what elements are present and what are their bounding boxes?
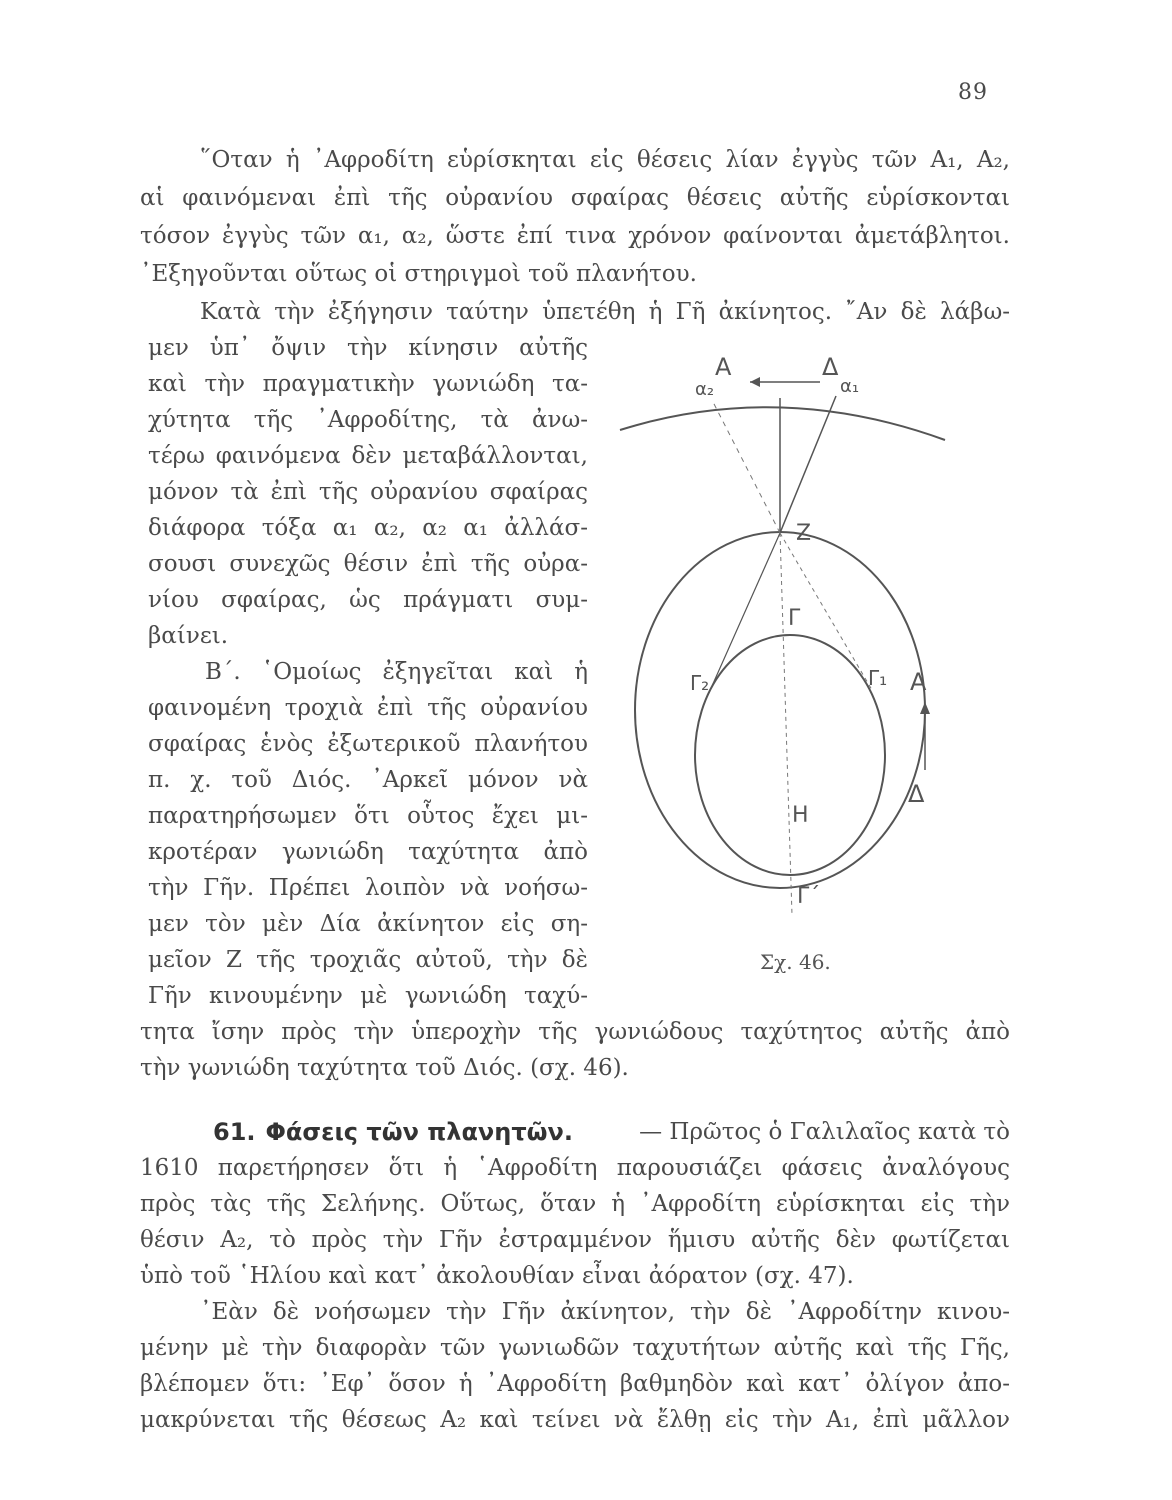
label-d-side: Δ [908,780,925,808]
paragraph-3-line-7: τὴν Γῆν. Πρέπει λοιπὸν νὰ νοήσω- [148,875,588,901]
section-heading-line [213,1114,1010,1150]
paragraph-4-line-1: ᾿Εὰν δὲ νοήσωμεν τὴν Γῆν ἀκίνητον, τὴν δὲ ᾿Αφροδίτην κινου- [200,1299,1010,1325]
paragraph-1-line-4: ᾿Εξηγοῦνται οὕτως οἱ στηριγμοὶ τοῦ πλανήτου. [140,261,697,287]
vertical-dashed-axis [780,533,792,915]
paragraph-4-line-4: μακρύνεται τῆς θέσεως Α₂ καὶ τείνει νὰ ἔλθῃ εἰς τὴν Α₁, ἐπὶ μᾶλλον [140,1407,1010,1433]
figure-46 [600,340,960,980]
section-line-4: θέσιν Α₂, τὸ πρὸς τὴν Γῆν ἐστραμμένον ἥμισυ αὐτῆς δὲν φωτίζεται [140,1227,1010,1253]
paragraph-2-line-9: νίου σφαίρας, ὡς πράγματι συμ- [148,587,588,613]
paragraph-2-line-1: Κατὰ τὴν ἐξήγησιν ταύτην ὑπετέθη ἡ Γῆ ἀκίνητος. ῎Αν δὲ λάβω- [200,299,1010,325]
section-line-5: ὑπὸ τοῦ ῾Ηλίου καὶ κατ᾿ ἀκολουθίαν εἶναι ἀόρατον (σχ. 47). [140,1263,854,1289]
label-d-top: Δ [822,353,839,381]
figure-46-caption: Σχ. 46. [760,950,831,974]
celestial-sphere-arc [620,407,945,440]
section-line-2: 1610 παρετήρησεν ὅτι ἡ ῾Αφροδίτη παρουσιάζει φάσεις ἀναλόγους [140,1155,1010,1181]
paragraph-2-line-5: τέρω φαινόμενα δὲν μεταβάλλονται, [148,443,588,469]
paragraph-4-line-3: βλέπομεν ὅτι: ᾿Εφ᾿ ὅσον ἡ ᾿Αφροδίτη βαθμηδὸν καὶ κατ᾿ ὀλίγον ἀπο- [140,1371,1010,1397]
page-number: 89 [958,80,988,105]
sightline-z-a2 [712,400,780,533]
paragraph-3-line-12: τὴν γωνιώδη ταχύτητα τοῦ Διός. (σχ. 46). [140,1055,629,1081]
paragraph-2-line-2: μεν ὑπ᾿ ὄψιν τὴν κίνησιν αὐτῆς [148,335,588,361]
line-z-g2 [708,533,780,695]
label-h: Η [792,803,809,828]
paragraph-3-line-4: π. χ. τοῦ Διός. ᾿Αρκεῖ μόνον νὰ [148,767,588,793]
paragraph-3-line-5: παρατηρήσωμεν ὅτι οὗτος ἔχει μι- [148,803,588,829]
label-g-prime: Γ΄ [797,884,821,909]
label-a-top: Α [715,353,732,381]
paragraph-2-line-8: σουσι συνεχῶς θέσιν ἐπὶ τῆς οὐρα- [148,551,588,577]
paragraph-3-line-10: Γῆν κινουμένην μὲ γωνιώδη ταχύ- [148,983,588,1009]
paragraph-2-line-7: διάφορα τόξα α₁ α₂, α₂ α₁ ἀλλάσ- [148,515,588,541]
paragraph-1-line-1: ῞Οταν ἡ ᾿Αφροδίτη εὑρίσκηται εἰς θέσεις λίαν ἐγγὺς τῶν Α₁, Α₂, [200,147,1010,173]
paragraph-1-line-2: αἱ φαινόμεναι ἐπὶ τῆς οὐρανίου σφαίρας θέσεις αὐτῆς εὑρίσκονται [140,185,1010,211]
label-g: Γ [788,606,801,631]
paragraph-3-line-9: μεῖον Ζ τῆς τροχιᾶς αὐτοῦ, τὴν δὲ [148,947,588,973]
paragraph-3-line-1: Β΄. ῾Ομοίως ἐξηγεῖται καὶ ἡ [205,659,588,685]
outer-orbit [635,532,925,888]
paragraph-3-line-11: τητα ἴσην πρὸς τὴν ὑπεροχὴν τῆς γωνιώδους ταχύτητος αὐτῆς ἀπὸ [140,1019,1010,1045]
paragraph-2-line-6: μόνον τὰ ἐπὶ τῆς οὐρανίου σφαίρας [148,479,588,505]
top-motion-arrow-head [750,377,760,387]
paragraph-2-line-10: βαίνει. [148,623,229,649]
section-number: 61. [213,1118,256,1146]
label-a1: α₁ [840,376,860,397]
paragraph-3-line-8: μεν τὸν μὲν Δία ἀκίνητον εἰς ση- [148,911,588,937]
label-a-side: Α [910,668,927,696]
section-line-3: πρὸς τὰς τῆς Σελήνης. Οὕτως, ὅταν ἡ ᾿Αφροδίτη εὑρίσκηται εἰς τὴν [140,1191,1010,1217]
paragraph-2-line-3: καὶ τὴν πραγματικὴν γωνιώδη τα- [148,371,588,397]
label-g2: Γ₂ [690,671,710,695]
paragraph-1-line-3: τόσον ἐγγὺς τῶν α₁, α₂, ὥστε ἐπί τινα χρόνον φαίνονται ἀμετάβλητοι. [140,223,1010,249]
figure-46-diagram [600,340,960,980]
paragraph-3-line-6: κροτέραν γωνιώδη ταχύτητα ἀπὸ [148,839,588,865]
label-g1: Γ₁ [868,666,888,690]
section-title: Φάσεις τῶν πλανητῶν. [265,1118,574,1146]
paragraph-4-line-2: μένην μὲ τὴν διαφορὰν τῶν γωνιωδῶν ταχυτήτων αὐτῆς καὶ τῆς Γῆς, [140,1335,1010,1361]
side-motion-arrow-head [920,702,930,714]
paragraph-3-line-3: σφαίρας ἑνὸς ἐξωτερικοῦ πλανήτου [148,731,588,757]
section-first-line-text: — Πρῶτος ὁ Γαλιλαῖος κατὰ τὸ [639,1119,1010,1145]
paragraph-3-line-2: φαινομένη τροχιὰ ἐπὶ τῆς οὐρανίου [148,695,588,721]
sightline-z-a1 [780,396,836,533]
label-a2: α₂ [695,379,715,400]
label-z: Ζ [796,521,812,546]
paragraph-2-line-4: χύτητα τῆς ᾿Αφροδίτης, τὰ ἀνω- [148,407,588,433]
